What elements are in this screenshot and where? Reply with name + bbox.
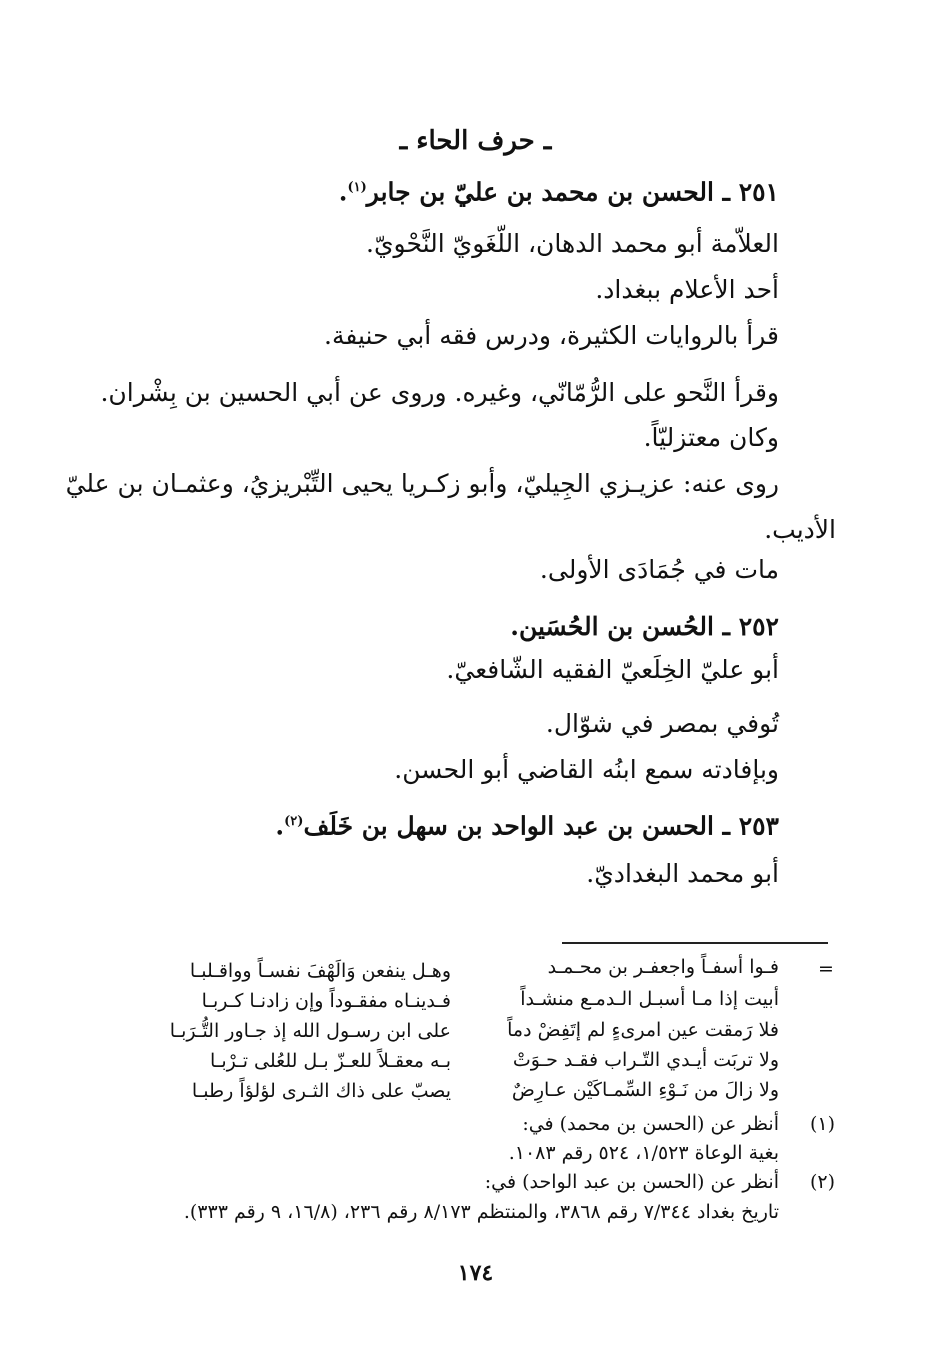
entry-line: وبإفادته سمع ابنُه القاضي أبو الحسن. bbox=[394, 755, 779, 784]
verse-left: يصبّ على ذاك الثـرى لؤلؤاً رطبـا bbox=[191, 1080, 451, 1102]
entry-line: تُوفي بمصر في شوّال. bbox=[545, 709, 779, 738]
verse-right: ولا تربَت أيـدي التّـراب فقـد حـوَتْ bbox=[512, 1049, 779, 1071]
entry-line: روى عنه: عزيـزي الجِيليّ، وأبو زكـريا يحيى التِّبْريزيُ، وعثمـان بن عليّ bbox=[65, 469, 779, 498]
footnote-ref: (٢) bbox=[284, 814, 304, 829]
entry-line: أبو عليّ الخِلَعيّ الفقيه الشّافعيّ. bbox=[446, 655, 779, 684]
verse-right: ولا زالَ من نَـوْءِ السِّمـاكَيْن عـارِضٌ bbox=[511, 1079, 779, 1101]
entry-line: أبو محمد البغداديّ. bbox=[586, 859, 779, 888]
entry-line: قرأ بالروايات الكثيرة، ودرس فقه أبي حنيفة. bbox=[324, 321, 779, 350]
verse-right: فلا رَمقت عين امرىءٍ لم إتَفِضْ دماً bbox=[507, 1019, 779, 1041]
verse-right: أبيت إذا مـا أسبـل الـدمـع منشـداً bbox=[520, 988, 779, 1010]
footnote-line: بغية الوعاة ١/٥٢٣، ٥٢٤ رقم ١٠٨٣. bbox=[508, 1142, 779, 1164]
page-number: ١٧٤ bbox=[457, 1260, 494, 1286]
verse-left: فـدينـاه مفقـوداً وإن زادنـا كـربـا bbox=[201, 990, 451, 1012]
entry-line: الأديب. bbox=[764, 515, 836, 544]
verse-left: وهـل ينفعن وَالَهْفَ نفسـاً وواقـلبـا bbox=[189, 960, 451, 982]
footnote-line: أنظر عن (الحسن بن عبد الواحد) في: bbox=[484, 1171, 779, 1193]
entry-line: وقرأ النَّحو على الرُّمّانّي، وغيره. وروى عن أبي الحسين بن بِشْران. bbox=[100, 378, 779, 407]
footnote-number: (١) bbox=[809, 1113, 835, 1135]
footnote-line: أنظر عن (الحسن بن محمد) في: bbox=[522, 1113, 779, 1135]
entry-line: وكان معتزليّاً. bbox=[643, 423, 779, 452]
entry-title: ٢٥١ ـ الحسن بن محمد بن عليّ بن جابر$^{(١)}$. bbox=[338, 177, 779, 207]
footnote-number: (٢) bbox=[809, 1171, 835, 1193]
footnote-rule bbox=[562, 942, 828, 944]
verse-right: فـوا أسفـاً واجعفـر بن محـمـد bbox=[547, 956, 779, 978]
entry-title-text: ٢٥١ ـ الحسن بن محمد بن عليّ بن جابر bbox=[366, 177, 779, 207]
verse-left: على ابن رسـول الله إذ جـاور التُّـرَبـا bbox=[169, 1020, 451, 1042]
entry-line: أحد الأعلام ببغداد. bbox=[595, 275, 779, 304]
continuation-marker: = bbox=[818, 958, 834, 980]
entry-title: ٢٥٣ ـ الحسن بن عبد الواحد بن سهل بن خَلَف$^{(٢)}$. bbox=[275, 811, 779, 841]
entry-line: مات في جُمَادَى الأولى. bbox=[539, 555, 779, 584]
verse-left: بـه معقـلاً للعـزّ بـل للعُلى تـرْبـا bbox=[210, 1050, 451, 1072]
entry-title-text: ٢٥٣ ـ الحسن بن عبد الواحد بن سهل بن خَلَف bbox=[303, 811, 779, 841]
section-heading: ـ حرف الحاء ـ bbox=[399, 126, 552, 156]
footnote-line: تاريخ بغداد ٧/٣٤٤ رقم ٣٨٦٨، والمنتظم ٨/١٧٣ رقم ٢٣٦، (١٦/٨، ٩ رقم ٣٣٣). bbox=[183, 1201, 779, 1223]
entry-line: العلاّمة أبو محمد الدهان، اللّغَويّ النَّحْويّ. bbox=[366, 229, 779, 258]
entry-title: ٢٥٢ ـ الحُسن بن الحُسَين. bbox=[510, 612, 779, 641]
footnote-ref: (١) bbox=[347, 180, 367, 195]
